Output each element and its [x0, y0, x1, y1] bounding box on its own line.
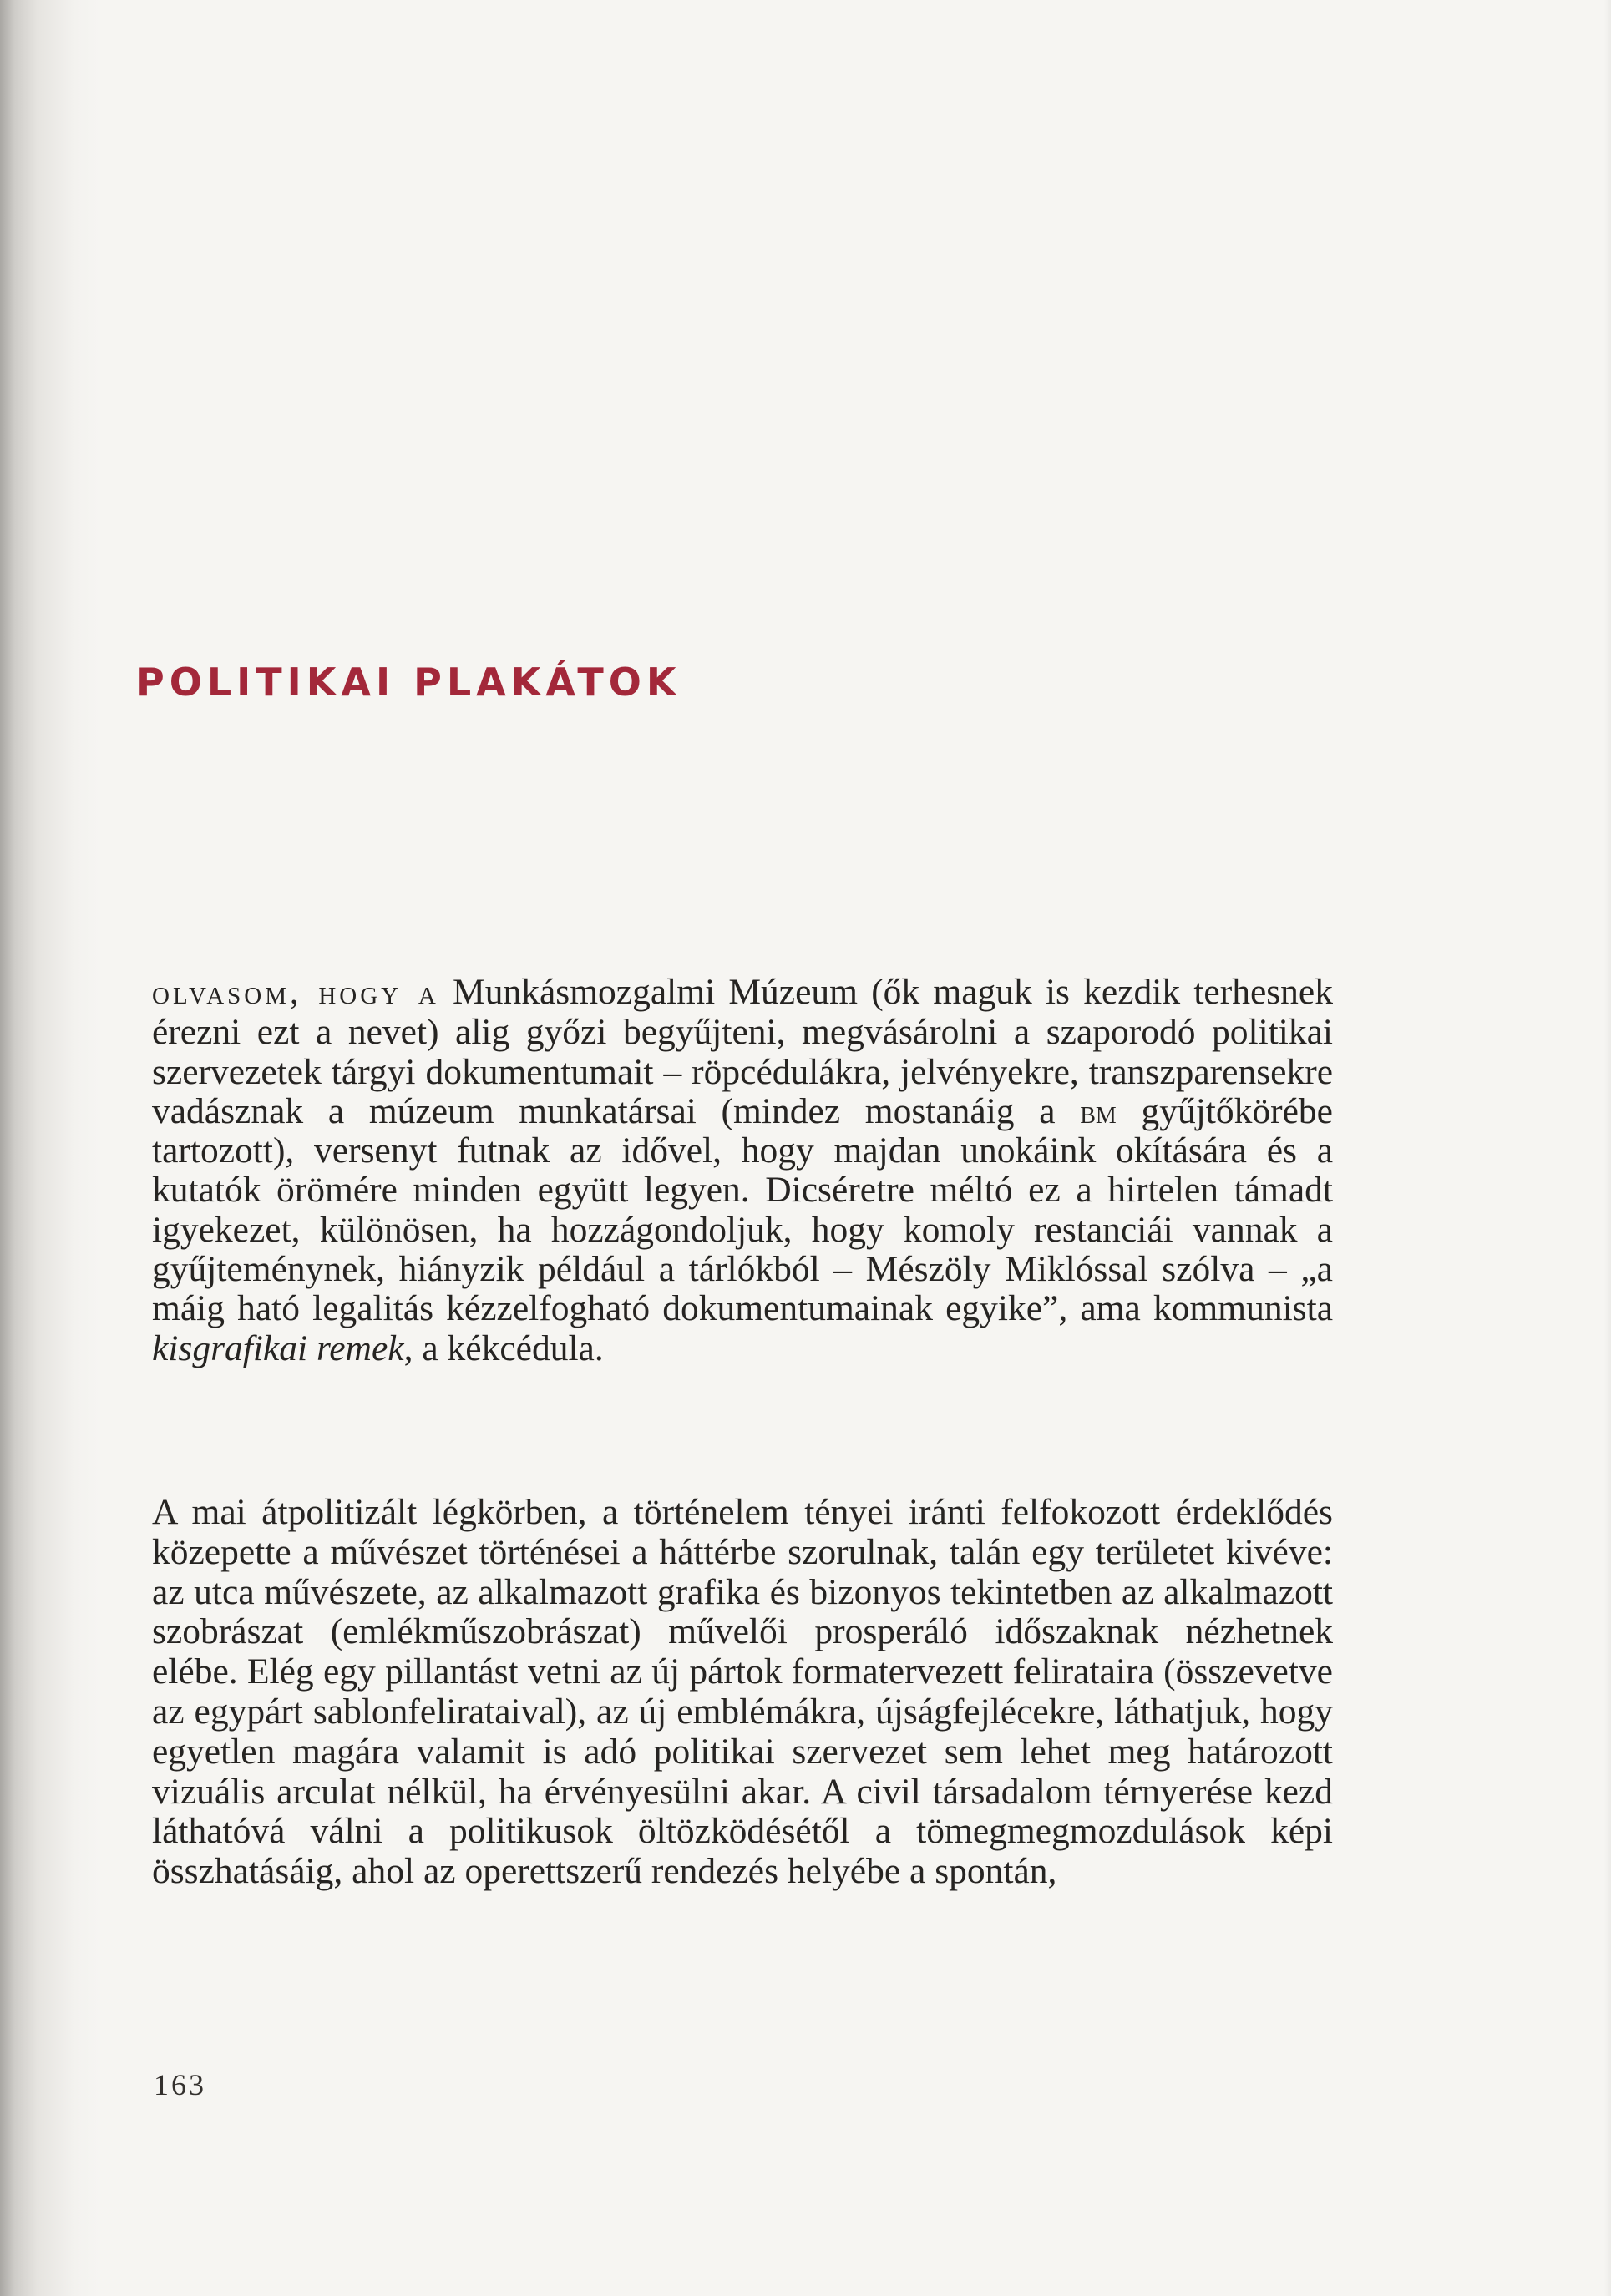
paragraph-1-text-part-2: gyűjtőkörébe tartozott), versenyt futnak az idővel, hogy majdan unokáink okítására és a kutatók örömére minden együtt legyen. Dicséretre méltó ez a hirtelen támadt igyekezet, különösen, ha hozzágondoljuk, hogy komoly restanciái vannak a gyűjteménynek, hiányzik például a tárlókból – Mészöly Miklóssal szólva – „a máig ható legalitás kézzelfogható dokumentumainak egyike”, ama kommunista — [152, 1090, 1333, 1329]
lead-in-small-caps: olvasom, hogy a — [152, 974, 439, 1012]
paragraph-1-text-part-3: , a kékcédula. — [403, 1328, 604, 1368]
paragraph-1-text-part-1: Munkásmozgalmi Múzeum (ők maguk is kezdik terhesnek érezni ezt a nevet) alig győzi begyűjteni, megvásárolni a szaporodó politikai szervezetek tárgyi dokumentumait – röpcédulákra, jelvényekre, transzparensekre vadásznak a múzeum munkatársai (mindez mostanáig a — [152, 972, 1333, 1131]
page-number: 163 — [154, 2068, 206, 2101]
abbreviation-bm: bm — [1080, 1092, 1117, 1130]
paragraph-2: A mai átpolitizált légkörben, a történelem tényei iránti felfokozott érdeklődés közepette a művészet történései a háttérbe szorulnak, talán egy területet kivéve: az utca művészete, az alkalmazott grafika és bizonyos tekintetben az alkalmazott szobrászat (emlékműszobrászat) művelői prosperáló időszaknak nézhetnek elébe. Elég egy pillantást vetni az új pártok formatervezett felirataira (összevetve az egypárt sablonfelirataival), az új emblémákra, újságfejlécekre, láthatjuk, hogy egyetlen magára valamit is adó politikai szervezet sem lehet meg határozott vizuális arculat nélkül, ha érvényesülni akar. A civil társadalom térnyerése kezd láthatóvá válni a politikusok öltözködésétől a tömegmegmozdulások képi összhatásáig, ahol az operettszerű rendezés helyébe a spontán, — [152, 1492, 1333, 1892]
paragraph-1 — [152, 973, 1333, 1368]
book-gutter-shadow — [0, 0, 100, 2296]
italic-emphasis: kisgrafikai remek — [152, 1328, 404, 1368]
chapter-title: POLITIKAI PLAKÁTOK — [136, 660, 681, 705]
page-edge — [1604, 0, 1611, 2296]
